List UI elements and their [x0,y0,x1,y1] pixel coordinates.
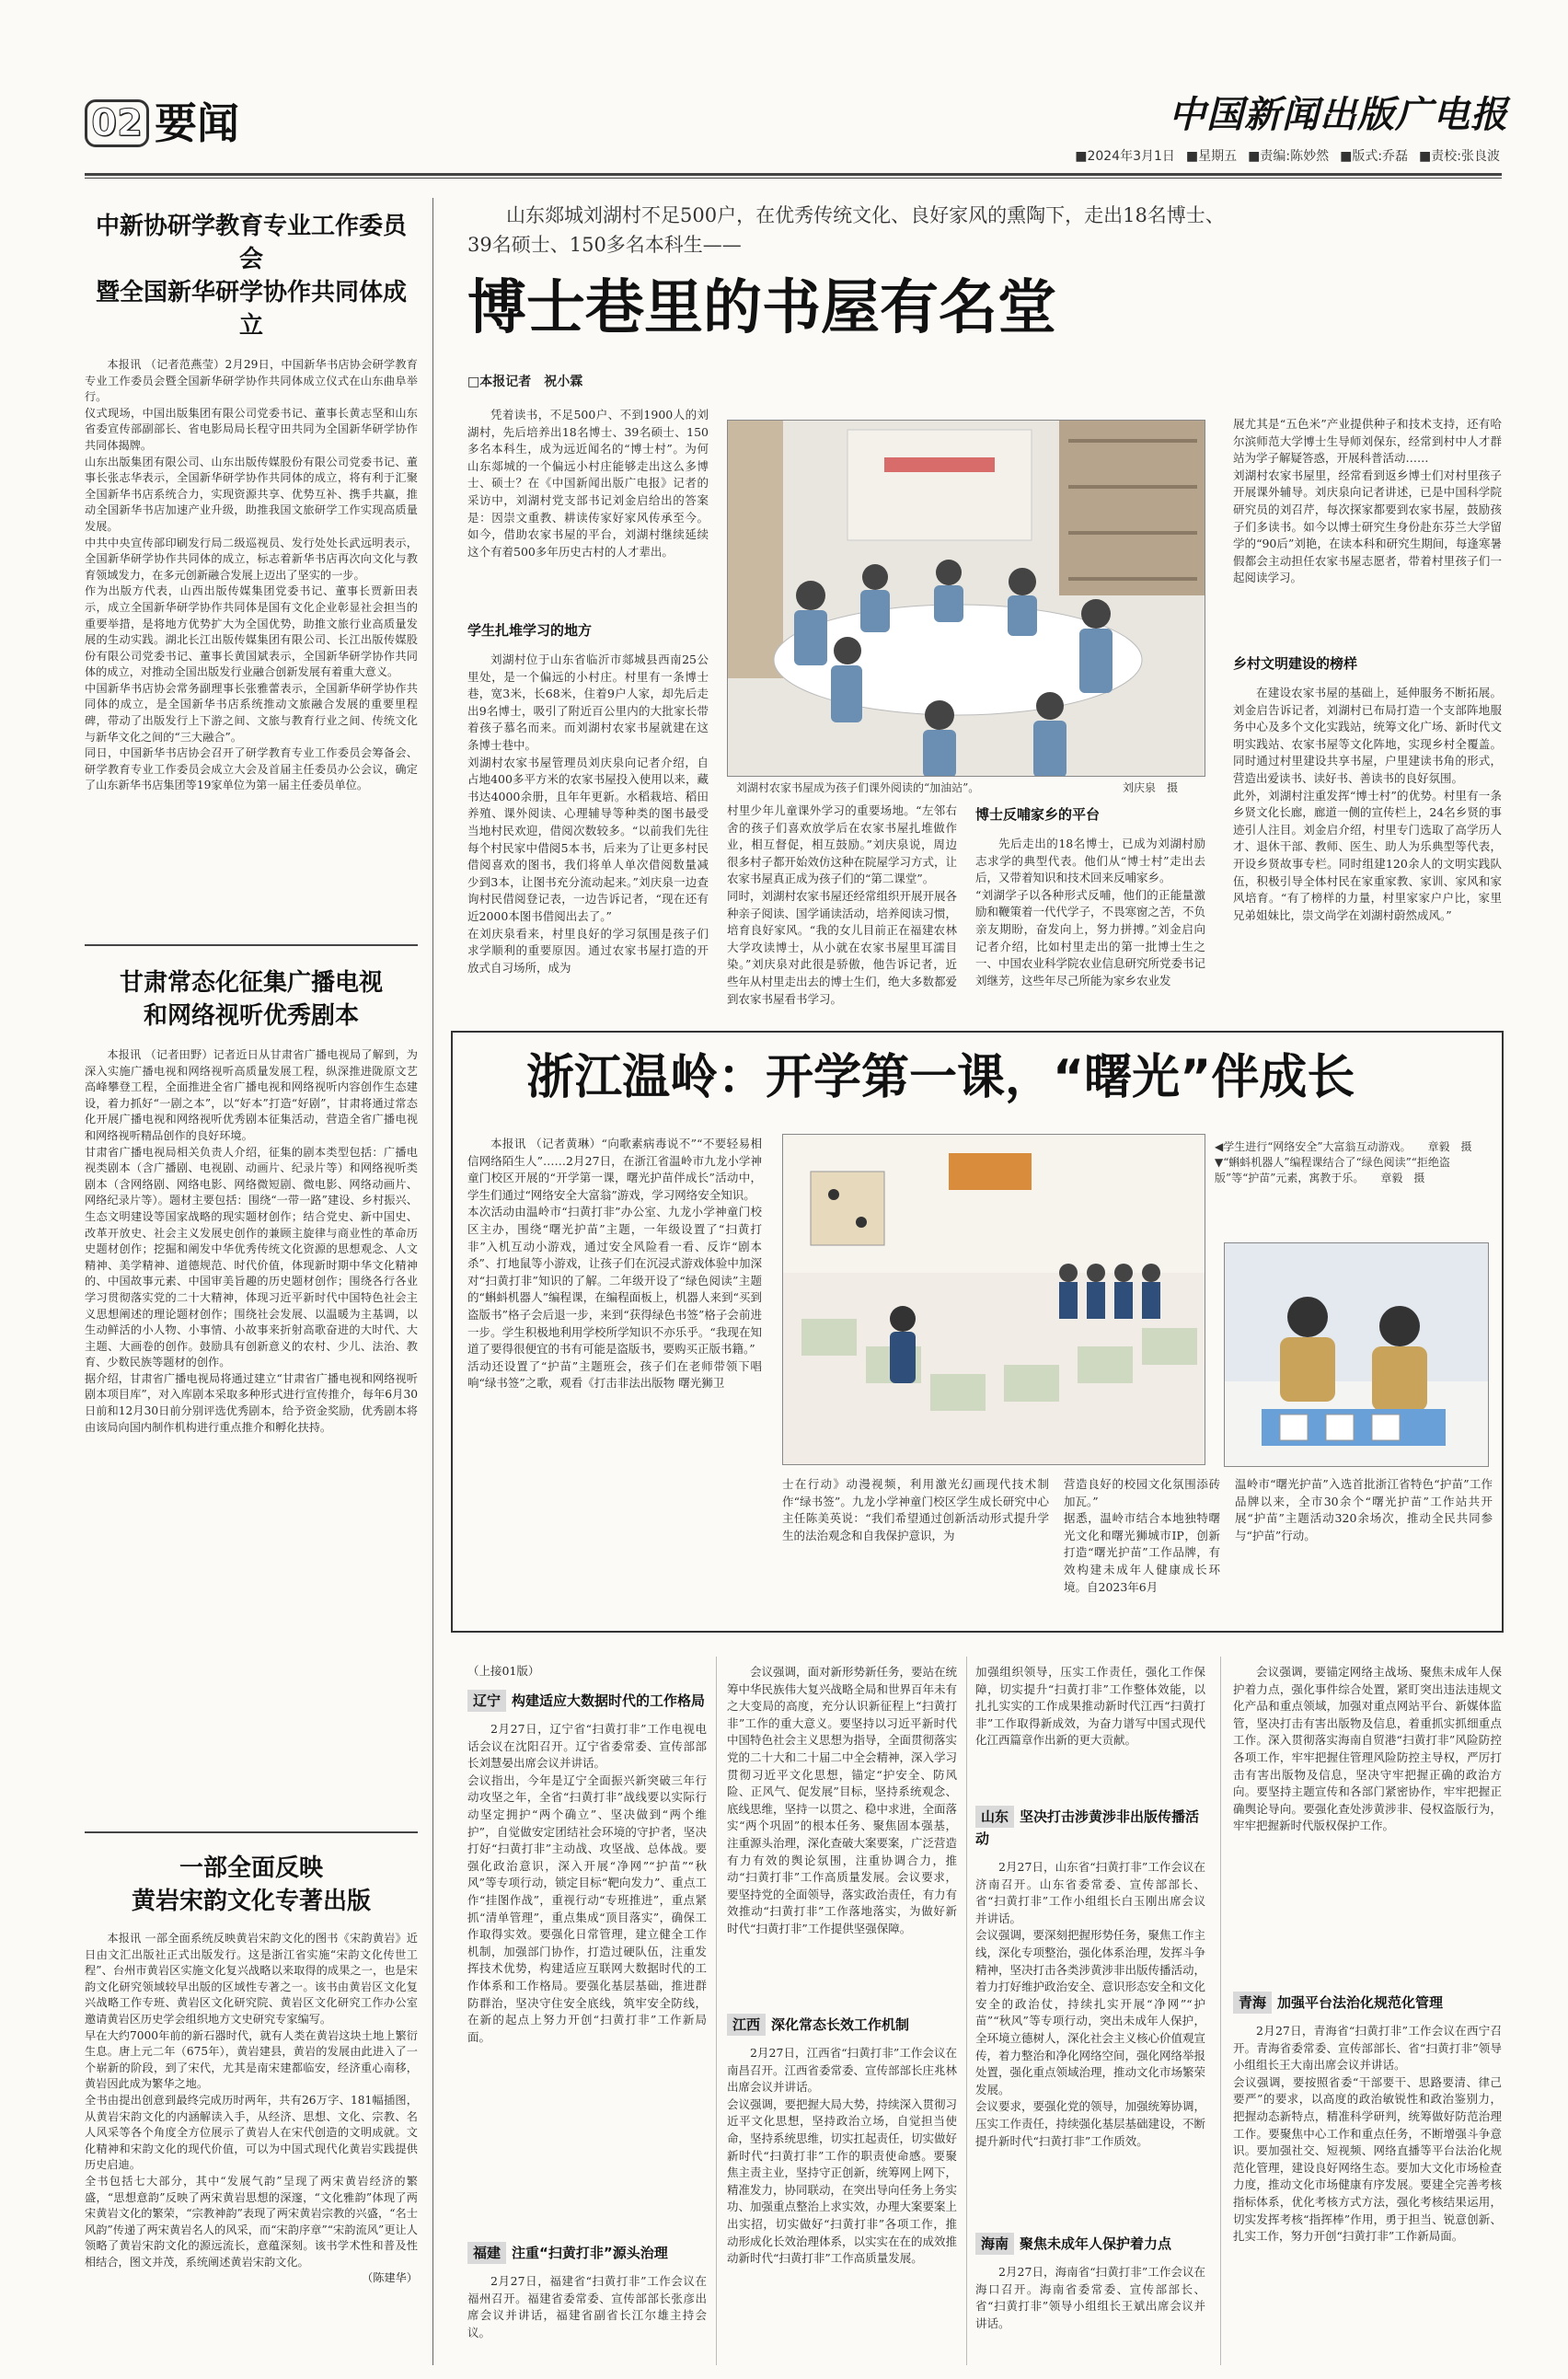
liaoning-heading: 辽宁 构建适应大数据时代的工作格局 [467,1690,707,1712]
issue-weekday: ■星期五 [1185,149,1238,164]
jiangxi-heading: 江西 深化常态长效工作机制 [727,2014,957,2036]
hainan-block [975,2233,1205,2332]
article-1-body: 本报讯 （记者范燕莹）2月29日，中国新华书店协会研学教育专业工作委员会暨全国新华研学协作共同体成立仪式在山东曲阜举行。 仪式现场，中国出版集团有限公司党委书记、董事长黄志坚和山东省委宣传部副部长、省电影局局长程守田共同为全国新华研学协作共同体揭牌。 山东出版集团有限公司、山东出版传媒股份有限公司党委书记、董事长张志华表示，全国新华研学协作共同体的成立，将有利于汇聚全国新华书店系统合力，实现资源共享、优势互补、携手共赢，推动全国新华书店加速产业升级，助推我国文旅研学工作实现高质量发展。 中共中央宣传部印刷发行局二级巡视员、发行处处长武远明表示，全国新华研学协作共同体的成立，标志着新华书店再次向文化与教育领域发力，在多元创新融合发展上迈出了坚实的一步。 作为出版方代表，山西出版传媒集团党委书记、董事长贾新田表示，成立全国新华研学协作共同体是国有文化企业彰显社会担当的重要举措，是将地方优势扩大为全国优势，助推文旅行业高质量发展的生动实践。湖北长江出版传媒集团有限公司、长江出版传媒股份有限公司党委书记、董事长黄国斌表示，全国新华研学协作共同体的成立，对推动全国出版发行业融合创新发展有着重大意义。 中国新华书店协会常务副理事长张雅蕾表示，全国新华研学协作共同体的成立，是全国新华书店系统推动文旅融合发展的重要里程碑，带动了出版发行上下游之间、文旅与教育行业之间、传统文化与新华文化之间的“三大融合”。 同日，中国新华书店协会召开了研学教育专业工作委员会筹备会、研学教育专业工作委员会成立大会及首届主任委员办公会议，确定了山东新华书店集团等19家单位为第一届主任委员单位。 [85,358,418,792]
divider-a2 [85,1831,418,1833]
hainan-tag: 海南 [975,2233,1014,2255]
feature-1-subhead-1: 学生扎堆学习的地方 [467,622,593,639]
bottom-col3: 加强组织领导，压实工作责任，强化工作保障，切实提升“扫黄打非”工作整体效能，以扎扎实实的工作成果推动新时代江西“扫黄打非”工作取得新成效，为奋力谱写中国式现代化江西篇章作出新的更大贡献。 [975,1665,1205,1748]
article-3-body: 本报讯 一部全面系统反映黄岩宋韵文化的图书《宋韵黄岩》近日由文汇出版社正式出版发行。这是浙江省实施“宋韵文化传世工程”、台州市黄岩区实施文化复兴战略以来取得的成果之一，也是宋韵文化研究领域较早出版的区域性专著之一。该书由黄岩区文化复兴战略工作专班、黄岩区文化研究院、黄岩区文化研究工作办公室邀请黄岩区历史学会组织地方文史研究专家编写。 早在大约7000年前的新石器时代，就有人类在黄岩这块土地上繁衍生息。唐上元二年（675年），黄岩建县，黄岩的发展由此进入了一个崭新的阶段，到了宋代，尤其是南宋建都临安，经济重心南移，黄岩因此成为繁华之地。 全书由提出创意到最终完成历时两年，共有26万字、181幅插图，从黄岩宋韵文化的内涵解读入手，从经济、思想、文化、宗教、名人风采等各个角度全方位展示了黄岩人在宋代创造的文明成就。文化精神和宋韵文化的现代价值，可以为中国式现代化黄岩实践提供历史启迪。 全书包括七大部分，其中“发展气韵”呈现了两宋黄岩经济的繁盛，“思想意韵”反映了两宋黄岩思想的深邃，“文化雅韵”体现了两宋黄岩文化的繁荣，“宗教神韵”表现了两宋黄岩宗教的兴盛，“名士风韵”传递了两宋黄岩名人的风采，而“宋韵序章”“宋韵流风”更让人领略了黄岩宋韵文化的源远流长，意蕴深刻。该书学术性和普及性相结合，图文并茂，系统阐述黄岩宋韵文化。 [85,1932,418,2269]
board-game-illustration [783,1135,1205,1465]
editor-credit: ■责编:陈妙然 [1248,149,1330,164]
liaoning-body: 2月27日，辽宁省“扫黄打非”工作电视电话会议在沈阳召开。辽宁省委常委、宣传部部长刘慧晏出席会议并讲话。 会议指出，今年是辽宁全面振兴新突破三年行动攻坚之年，全省“扫黄打非”战线要以实际行动坚定拥护“两个确立”、坚决做到“两个维护”，自觉做安定团结社会环境的守护者，坚决打好“扫黄打非”主动战、攻坚战、总体战。要强化政治意识，深入开展“净网”“护苗”“秋风”等专项行动，锁定目标“靶向发力”、重点工作“挂图作战”，重视行动“专班推进”，重点紧抓“清单管理”，重点集成“顶目落实”，确保工作取得实效。要强化日常管理，建立健全工作机制，加强部门协作，打造过硬队伍，注重发挥技术优势，构建适应互联网大数据时代的工作体系和工作格局。要强化基层基础，推进群防群治，坚决守住安全底线，筑牢安全防线，在新的起点上努力开创“扫黄打非”工作新局面。 [467,1722,707,2044]
feature-2-colD: 温岭市“曙光护苗”入选首批浙江省特色“护苗”工作品牌以来，全市30余个“曙光护苗”工作站共开展“护苗”主题活动320余场次，推动全民共同参与“护苗”行动。 [1235,1477,1493,1542]
fujian-heading: 福建 注重“扫黄打非”源头治理 [467,2242,707,2264]
divider-a1 [85,944,418,946]
feature-1-subhead-3: 乡村文明建设的榜样 [1233,655,1358,672]
feature-1-photo-credit: 刘庆泉 摄 [1123,781,1179,794]
feature-2-photo-caption: ◀学生进行“网络安全”大富翁互动游戏。 章毅 摄 ▼“蝌蚪机器人”编程课结合了“绿色阅读”“拒绝盗版”等“护苗”元素，寓教于乐。 章毅 摄 [1215,1140,1472,1184]
article-3 [85,1852,418,2287]
feature-1-photo-caption: 刘湖村农家书屋成为孩子们课外阅读的“加油站”。 [736,781,980,794]
feature-1-col2b: 村里少年儿童课外学习的重要场地。“左邻右舍的孩子们喜欢放学后在农家书屋扎堆做作业，相互督促，相互鼓励。”刘庆泉说，周边很多村子都开始效仿这种在院屋学习方式，让农家书屋真正成为孩子们的“第二课堂”。 同时，刘湖村农家书屋还经常组织开展开展各种亲子阅读、国学诵读活动，培养阅读习惯，培育良好家风。“我的女儿目前正在福建农林大学攻读博士，从小就在农家书屋里耳濡目染。”刘庆泉对此很是骄傲，他告诉记者，近些年从村里走出去的博士生们，绝大多数都爱到农家书屋看书学习。 [727,803,958,1006]
feature-2-title: 浙江温岭：开学第一课，“曙光”伴成长 [526,1050,1355,1105]
fujian-body: 2月27日，福建省“扫黄打非”工作会议在福州召开。福建省委常委、宣传部部长张彦出席会议并讲话，福建省副省长江尔雄主持会议。 [467,2274,707,2339]
left-column-divider [432,198,433,2365]
qinghai-tag: 青海 [1233,1992,1272,2014]
shandong-tag: 山东 [975,1806,1014,1828]
liaoning-block [467,1690,707,2046]
continuation-label: （上接01版） [467,1664,540,1678]
qinghai-heading: 青海 加强平台法治化规范化管理 [1233,1992,1502,2014]
hainan-heading: 海南 聚焦未成年人保护着力点 [975,2233,1205,2255]
shandong-heading: 山东 坚决打击涉黄涉非出版传播活动 [975,1806,1205,1850]
bottom-divider-2 [966,1657,967,2365]
bottom-col4: 会议强调，要锚定网络主战场、聚焦未成年人保护着力点，强化事件综合处置，紧盯突出违法违规文化产品和重点领域，加强对重点网站平台、新媒体监管，坚决打击有害出版物及信息，着重抓实抓细重点工作。深入贯彻落实海南自贸港“扫黄打非”风险防控各项工作，牢牢把握住管理风险防控主导权，严厉打击有害出版物及信息，坚决守牢把握正确的政治方向。要坚持主题宣传和各部门紧密协作，牢牢把握正确舆论导向。要强化查处涉黄涉非、侵权盗版行为，牢牢把握新时代版权保护工作。 [1233,1665,1502,1833]
bottom-divider-3 [1220,1657,1221,2365]
header-meta [1012,147,1500,166]
qinghai-body: 2月27日，青海省“扫黄打非”工作会议在西宁召开。青海省委常委、宣传部部长、省“扫黄打非”领导小组组长王大南出席会议并讲话。 会议强调，要按照省委“干部要干、思路要清、律己要严”的要求，以高度的政治敏锐性和政治鉴别力，把握动态新特点，精准科学研判，统筹做好防范治理工作。要聚焦中心工作和重点任务，不断增强斗争意识。要加强社交、短视频、网络直播等平台法治化规范化管理，建设良好网络生态。要加大文化市场检查力度，推动文化市场健康有序发展。要建全完善考核指标体系，优化考核方式方法，强化考核结果运用，切实发挥考核“指挥棒”作用，勇于担当、锐意创新、扎实工作，努力开创“扫黄打非”工作新局面。 [1233,2024,1502,2244]
feature-1-col4b: 在建设农家书屋的基础上，延伸服务不断拓展。刘金启告诉记者，刘湖村已布局打造一个支部阵地服务中心及多个文化实践站，统筹文化广场、新时代文明实践站、农家书屋等文化阵地，实现乡村全覆盖。同时通过村里建设共享书屋，户里建读书角的形式，营造出爱读书、读好书、善读书的良好氛围。 此外，刘湖村注重发挥“博士村”的优势。村里有一条乡贤文化长廊，廊道一侧的宣传栏上，24名乡贤的事迹引人注目。刘金启介绍，村里专门选取了高学历人才、退休干部、教师、医生、助人为乐典型等代表，开设乡贤故事专栏。同时组建120余人的文明实践队伍，积极引导全体村民在家重家教、家训、家风和家风培育。“有了榜样的力量，村里家家户户比，家里兄弟姐妹比，崇文尚学在刘湖村蔚然成风。” [1233,686,1502,922]
feature-1-title: 博士巷里的书屋有名堂 [467,274,1056,342]
feature-1-col1: 凭着读书，不足500户、不到1900人的刘湖村，先后培养出18名博士、39名硕士、150多名本科生，成为远近闻名的“博士村”。为何山东郯城的一个偏远小村庄能够走出这么多博士、硕士？在《中国新闻出版广电报》记者的采访中，刘湖村党支部书记刘金启给出的答案是：因崇文重教、耕读传家好家风传承至今。如今，借助农家书屋的平台，刘湖村继续延续这个有着500多年历史古村的人才辈出。 [467,408,709,559]
bottom-col2: 会议强调，面对新形势新任务，要站在统筹中华民族伟大复兴战略全局和世界百年未有之大变局的高度，充分认识新征程上“扫黄打非”工作的重大意义。要坚持以习近平新时代中国特色社会主义思想为指导，全面贯彻落实党的二十大和二十届二中全会精神，深入学习贯彻习近平文化思想，锚定“护安全、防风险、正风气、促发展”目标，坚持系统观念、底线思维，坚持一以贯之、稳中求进，全面落实“两个巩固”的根本任务、聚焦固本强基，注重源头治理，深化查破大案要案，广泛营造有力有效的舆论氛围，注重协调合力，推动“扫黄打非”工作高质量发展。会议要求，要坚持党的全面领导，落实政治责任，有力有效推动“扫黄打非”工作落地落实，为做好新时代“扫黄打非”工作提供坚强保障。 [727,1665,958,1935]
header-rule-thin [85,178,1502,179]
designer-credit: ■版式:乔磊 [1340,149,1409,164]
qinghai-block [1233,1992,1502,2246]
header-rule [85,173,1502,176]
feature-2-col1: 本报讯 （记者黄琳）“向歌素病毒说不”“不要轻易相信网络陌生人”……2月27日，在浙江省温岭市九龙小学神童门校区开展的“开学第一课，曙光护苗伴成长”活动中，学生们通过“网络安全大富翁”游戏，学习网络安全知识。 本次活动由温岭市“扫黄打非”办公室、九龙小学神童门校区主办，围绕“曙光护苗”主题，一年级设置了“扫黄打非”入机互动小游戏，通过安全风险看一看、反诈“剧本杀”、打地鼠等小游戏，让孩子们在沉浸式游戏体验中加深对“扫黄打非”知识的了解。二年级开设了“绿色阅读”主题的“蝌蚪机器人”编程课，在编程面板上，机器人来到“买到盗版书”格子会后退一步，来到“获得绿色书签”格子会前进一步。学生积极地利用学校所学知识不亦乐乎。“我现在知道了要得很便宜的书有可能是盗版书，要购买正版书籍。” 活动还设置了“护苗”主题班会，孩子们在老师带领下唱响“绿书签”之歌，观看《打击非法出版物 曙光狮卫 [467,1137,762,1391]
shandong-block [975,1806,1205,2150]
feature-1-subhead-2: 博士反哺家乡的平台 [975,806,1101,823]
masthead-logo: 中国新闻出版广电报 [1169,93,1508,136]
section-title: 要闻 [155,98,239,148]
feature-2-photo-1 [782,1134,1205,1465]
article-2-body: 本报讯 （记者田野）记者近日从甘肃省广播电视局了解到，为深入实施广播电视和网络视听高质量发展工程，纵深推进陇原文艺高峰攀登工程，全面推进全省广播电视和网络视听内容创作生态建设，着力抓好“一剧之本”，以“好本”打造“好剧”，甘肃将通过常态化开展广播电视和网络视听优秀剧本征集活动，营造全省广播电视和网络视听精品创作的良好环境。 甘肃省广播电视局相关负责人介绍，征集的剧本类型包括：广播电视类剧本（含广播剧、电视剧、动画片、纪录片等）和网络视听类剧本（含网络剧、网络电影、网络微短剧、微电影、网络动画片、网络纪录片等）。题材主要包括：围绕“一带一路”建设、乡村振兴、生态文明建设等国家战略的现实题材创作；结合党史、新中国史、改革开放史、社会主义发展史创作的兼顾主旋律与商业性的革命历史题材创作；挖掘和阐发中华优秀传统文化资源的思想观念、人文精神、美学精神、道德规范、时代价值，体现新时期中华文化精神的、中国故事元素、中国审美旨趣的历史题材创作；围绕各行各业学习贯彻落实党的二十大精神，体现习近平新时代中国特色社会主义思想阐述的理论题材创作；围绕社会发展、以温暖为主基调，以生动鲜活的小人物、小事情、小故事来折射高歌奋进的大时代、大主题、大画卷的创作。鼓励具有创新意义的农村、少儿、法治、教育、少数民族等题材的创作。 据介绍，甘肃省广播电视局将通过建立“甘肃省广播电视和网络视听剧本项目库”，对入库剧本采取多种形式进行宣传推介，每年6月30日前和12月30日前分别评选优秀剧本，给予资金奖励，优秀剧本将由该局向国内制作机构进行重点推介和孵化扶持。 [85,1048,418,1434]
proofreader-credit: ■责校:张良波 [1419,149,1500,164]
issue-date: ■2024年3月1日 [1075,149,1175,164]
article-3-title: 一部全面反映 黄岩宋韵文化专著出版 [131,1854,371,1915]
hainan-body: 2月27日，海南省“扫黄打非”工作会议在海口召开。海南省委常委、宣传部部长、省“扫黄打非”领导小组组长王斌出席会议并讲话。 [975,2265,1205,2330]
fujian-tag: 福建 [467,2242,506,2264]
liaoning-tag: 辽宁 [467,1690,506,1712]
article-1-title: 中新协研学教育专业工作委员会 暨全国新华研学协作共同体成立 [95,213,407,340]
bottom-divider-1 [716,1657,717,2365]
jiangxi-tag: 江西 [727,2014,766,2036]
feature-1-col1b: 刘湖村位于山东省临沂市郯城县西南25公里处，是一个偏远的小村庄。村里有一条博士巷，宽3米，长68米，住着9户人家，却先后走出9名博士，吸引了附近百公里内的大批家长带着孩子慕名而来。而刘湖村农家书屋就建在这条博士巷中。 刘湖村农家书屋管理员刘庆泉向记者介绍，自占地400多平方米的农家书屋投入使用以来，藏书达4000余册，且年年更新。水稻栽培、稻田养殖、课外阅读、心理辅导等种类的图书最受当地村民欢迎，借阅次数较多。“以前我们先往每个村民家中借阅5本书，后来为了让更多村民借阅喜欢的图书，我们将单人单次借阅数量减少到3本，让图书充分流动起来。”刘庆泉一边查询村民借阅登记表，一边告诉记者，“现在还有近2000本图书借阅出去了。” 在刘庆泉看来，村里良好的学习氛围是孩子们求学顺利的重要原因。通过农家书屋打造的开放式自习场所，成为 [467,652,709,975]
feature-1-col4: 展尤其是“五色米”产业提供种子和技术支持，还有哈尔滨师范大学博士生导师刘保东，经常到村中人才群站为学子解疑答惑，开展科普活动…… 刘湖村农家书屋里，经常看到返乡博士们对村里孩子开展课外辅导。刘庆泉向记者讲述，已是中国科学院研究员的刘召芹，每次探家都要到农家书屋，鼓励孩子们多读书。如今以博士研究生身份赴东芬兰大学留学的“90后”刘艳，在读本科和研究生期间，每逢寒暑假都会主动担任农家书屋志愿者，带着村里孩子们一起阅读学习。 [1233,417,1502,585]
article-2-title: 甘肃常态化征集广播电视 和网络视听优秀剧本 [119,969,383,1030]
jiangxi-block [727,2014,957,2268]
jiangxi-body: 2月27日，江西省“扫黄打非”工作会议在南昌召开。江西省委常委、宣传部部长庄兆林出席会议并讲话。 会议强调，要把握大局大势，持续深入贯彻习近平文化思想，坚持政治立场，自觉担当使命，坚持系统思维，切实扛起责任，切实做好新时代“扫黄打非”工作的职责使命感。要聚焦主责主业，坚持守正创新，统筹网上网下，精准发力，协同联动，在突出导向任务上务实功、加强重点整治上求实效，办理大案要案上出实招，切实做好“扫黄打非”各项工作，推动形成化长效治理体系，以实实在在的成效推动新时代“扫黄打非”工作高质量发展。 [727,2046,958,2266]
shandong-body: 2月27日，山东省“扫黄打非”工作会议在济南召开。山东省委常委、宣传部部长、省“扫黄打非”工作小组组长白玉刚出席会议并讲话。 会议强调，要深刻把握形势任务，聚焦工作主线，深化专项整治，强化体系治理，发挥斗争精神，坚决打击各类涉黄涉非出版传播活动，着力打好维护政治安全、意识形态安全和文化安全的政治仗，持续扎实开展“净网”“护苗”“秋风”等专项行动，突出未成年人保护，全环境立德树人，深化社会主义核心价值观宣传，着力整治和净化网络空间，强化网络举报处置，强化重点领域治理，推动文化市场繁荣发展。 会议要求，要强化党的领导，加强统筹协调，压实工作责任，持续强化基层基础建设，不断提升新时代“扫黄打非”工作质效。 [975,1860,1206,2148]
feature-2-photo-2 [1224,1242,1489,1467]
fujian-block [467,2242,707,2341]
page-number: 02 [85,99,149,147]
article-2 [85,966,418,1436]
feature-2-colB: 士在行动》动漫视频，利用激光幻画现代技术制作“绿书签”。九龙小学神童门校区学生成长研究中心主任陈美英说：“我们希望通过创新活动形式提升学生的法治观念和自我保护意识，为 [782,1477,1049,1542]
robot-class-illustration [1225,1243,1489,1467]
feature-1-photo [727,420,1205,777]
feature-1-kicker: 山东郯城刘湖村不足500户，在优秀传统文化、良好家风的熏陶下，走出18名博士、 39名硕士、150多名本科生—— [467,204,1225,256]
reading-room-illustration [728,421,1205,777]
article-1 [85,210,418,794]
feature-2-colC: 营造良好的校园文化氛围添砖加瓦。” 据悉，温岭市结合本地独特曙光文化和曙光狮城市IP，创新打造“曙光护苗”工作品牌，有效构建未成年人健康成长环境。自2023年6月 [1064,1477,1220,1594]
article-3-byline: （陈建华） [362,2271,418,2285]
feature-1-byline: □本报记者 祝小霖 [467,375,583,389]
feature-1-col3b: 先后走出的18名博士，已成为刘湖村励志求学的典型代表。他们从“博士村”走出去后，又带着知识和技术回来反哺家乡。 “刘湖学子以各种形式反哺，他们的正能量激励和鞭策着一代代学子，不畏寒窗之苦，不负亲友期盼，奋发向上，努力拼搏。”刘金启向记者介绍，比如村里走出的第一批博士生之一、中国农业科学院农业信息研究所党委书记刘继芳，这些年尽己所能为家乡农业发 [975,837,1206,987]
